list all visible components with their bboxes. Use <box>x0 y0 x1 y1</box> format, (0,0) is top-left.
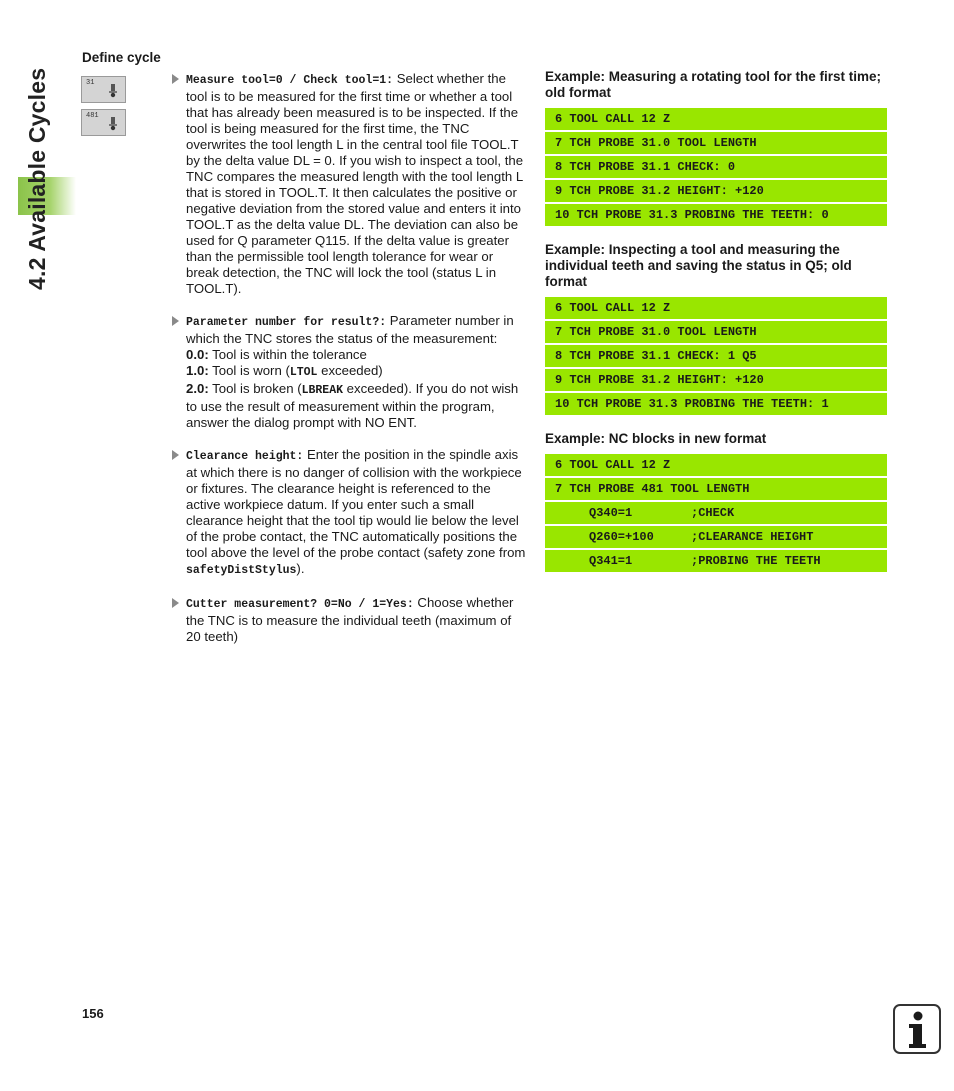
code-line: 9 TCH PROBE 31.2 HEIGHT: +120 <box>545 369 887 391</box>
param-label: Clearance height: <box>186 450 304 463</box>
param-label: Parameter number for result?: <box>186 316 387 329</box>
code-line: 6 TOOL CALL 12 Z <box>545 454 887 476</box>
examples-column <box>545 69 887 588</box>
code-line-q <box>545 550 887 572</box>
code-line: 7 TCH PROBE 481 TOOL LENGTH <box>545 478 887 500</box>
param-text: Parameter number in which the TNC stores the status of the measurement: <box>186 313 514 346</box>
param-text: Choose whether the TNC is to measure the individual teeth (maximum of 20 teeth) <box>186 595 514 644</box>
status-code: LBREAK <box>301 384 344 397</box>
param-result-number <box>172 313 526 431</box>
status-text: Tool is worn ( <box>208 363 290 378</box>
code-line-q <box>545 526 887 548</box>
code-block-new-format <box>545 454 887 572</box>
cycle-481-softkey-icon <box>81 109 126 136</box>
q-param: Q260=+100 <box>589 530 654 544</box>
status-text: exceeded) <box>317 363 383 378</box>
code-line-q <box>545 502 887 524</box>
cycle-31-softkey-icon <box>81 76 126 103</box>
bullet-arrow-icon <box>172 598 179 608</box>
probe-icon <box>108 117 118 131</box>
q-param: Q340=1 <box>589 506 633 520</box>
q-comment: ;PROBING THE TEETH <box>691 554 821 568</box>
q-comment: ;CLEARANCE HEIGHT <box>691 530 814 544</box>
section-title: Define cycle <box>82 50 161 65</box>
code-line: 6 TOOL CALL 12 Z <box>545 108 887 130</box>
status-key: 1.0: <box>186 363 209 378</box>
status-text: exceeded). If you do not wish to use the result of measurement within the program, answer the dialog prompt with NO ENT. <box>186 381 519 430</box>
code-line: 8 TCH PROBE 31.1 CHECK: 1 Q5 <box>545 345 887 367</box>
chapter-title: 4.2 Available Cycles <box>24 67 50 290</box>
code-line: 7 TCH PROBE 31.0 TOOL LENGTH <box>545 321 887 343</box>
code-line: 9 TCH PROBE 31.2 HEIGHT: +120 <box>545 180 887 202</box>
param-tail: ). <box>296 561 305 576</box>
q-comment: ;CHECK <box>691 506 735 520</box>
code-line: 10 TCH PROBE 31.3 PROBING THE TEETH: 1 <box>545 393 887 415</box>
parameter-list <box>172 71 526 655</box>
param-clearance-height <box>172 447 526 579</box>
param-label: Cutter measurement? 0=No / 1=Yes: <box>186 598 414 611</box>
param-label: Measure tool=0 / Check tool=1: <box>186 74 394 87</box>
code-line: 8 TCH PROBE 31.1 CHECK: 0 <box>545 156 887 178</box>
thumb-label: 481 <box>86 112 99 120</box>
q-param: Q341=1 <box>589 554 633 568</box>
code-block-old-inspect <box>545 297 887 415</box>
status-text: Tool is within the tolerance <box>208 347 367 362</box>
example-heading: Example: Measuring a rotating tool for the first time; old format <box>545 69 882 100</box>
code-line: 7 TCH PROBE 31.0 TOOL LENGTH <box>545 132 887 154</box>
info-i-icon <box>893 1004 941 1054</box>
code-line: 6 TOOL CALL 12 Z <box>545 297 887 319</box>
code-line: 10 TCH PROBE 31.3 PROBING THE TEETH: 0 <box>545 204 887 226</box>
page-number: 156 <box>82 1006 104 1021</box>
thumb-label: 31 <box>86 79 95 87</box>
info-glyph-icon <box>895 1006 939 1052</box>
probe-icon <box>108 84 118 98</box>
param-code: safetyDistStylus <box>186 564 297 577</box>
status-text: Tool is broken ( <box>208 381 302 396</box>
status-key: 2.0: <box>186 381 209 396</box>
param-measure-check <box>172 71 526 297</box>
status-code: LTOL <box>289 366 318 379</box>
param-text: Select whether the tool is to be measured for the first time or whether a tool that has already been measured is to be inspected. If the tool is being measured for the first time, the TNC overwrites the tool length L in the central tool file TOOL.T by the delta value DL = 0. If you wish to inspect a tool, the TNC compares the measured length with the tool length L that is stored in TOOL.T. It then calculates the positive or negative deviation from the stored value and enters it into TOOL.T as the delta value DL. The deviation can also be used for Q parameter Q115. If the delta value is greater than the permissible tool length tolerance for wear or break detection, the TNC will lock the tool (status L in TOOL.T). <box>186 71 524 296</box>
param-text: Enter the position in the spindle axis at which there is no danger of collision with the workpiece or fixtures. The clearance height is referenced to the active workpiece datum. If you enter such a small clearance height that the tool tip would lie below the level of the probe contact, the TNC automatically positions the tool above the level of the probe contact (safety zone from <box>186 447 526 560</box>
code-block-old-measure <box>545 108 887 226</box>
param-cutter-measurement <box>172 595 526 645</box>
bullet-arrow-icon <box>172 74 179 84</box>
status-key: 0.0: <box>186 347 209 362</box>
example-heading: Example: Inspecting a tool and measuring the individual teeth and saving the status in Q5; old format <box>545 242 852 289</box>
bullet-arrow-icon <box>172 450 179 460</box>
bullet-arrow-icon <box>172 316 179 326</box>
example-heading: Example: NC blocks in new format <box>545 431 767 446</box>
